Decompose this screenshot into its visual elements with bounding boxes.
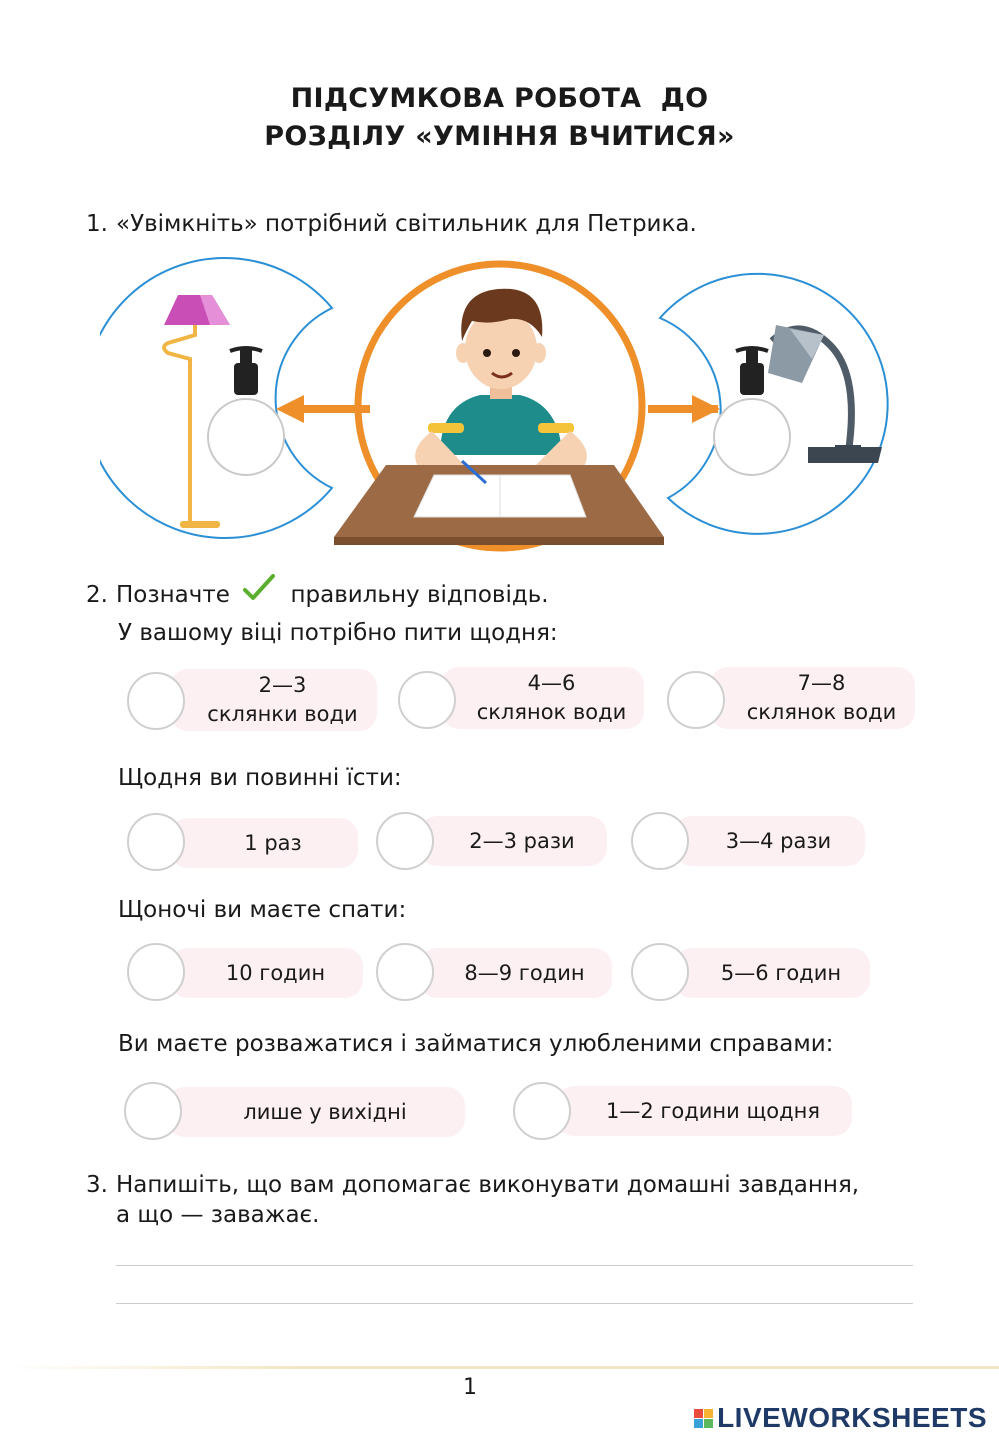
task-3-text-line1: Напишіть, що вам допомагає виконувати домашні завдання, xyxy=(116,1172,860,1198)
question-2-prompt: Щодня ви повинні їсти: xyxy=(118,765,402,791)
task-2-instruction xyxy=(86,574,549,608)
answer-checkbox-q3-opt3[interactable] xyxy=(631,943,689,1001)
answer-option-q3-opt2 xyxy=(419,948,612,998)
question-1-prompt: У вашому віці потрібно пити щодня: xyxy=(118,620,558,646)
answer-option-q4-opt2 xyxy=(556,1086,852,1136)
question-4-prompt: Ви маєте розважатися і займатися улюбленими справами: xyxy=(118,1031,834,1057)
page-title xyxy=(0,80,999,156)
answer-checkbox-q1-opt1[interactable] xyxy=(127,672,185,730)
liveworksheets-mark-icon xyxy=(694,1409,713,1428)
page-number: 1 xyxy=(463,1375,477,1400)
option-label: 3—4 рази xyxy=(725,828,832,853)
question-3-prompt: Щоночі ви маєте спати: xyxy=(118,897,407,923)
option-label-line2: склянки води xyxy=(207,702,358,726)
task-1-instruction xyxy=(86,211,697,237)
answer-writing-line-2[interactable] xyxy=(116,1303,913,1304)
answer-checkbox-q2-opt3[interactable] xyxy=(631,812,689,870)
answer-option-q2-opt2 xyxy=(419,816,607,866)
answer-option-q2-opt3 xyxy=(674,816,865,866)
option-label: 8—9 годин xyxy=(464,960,585,985)
title-line-2: РОЗДІЛУ «УМІННЯ ВЧИТИСЯ» xyxy=(264,121,735,152)
answer-option-q1-opt3 xyxy=(710,667,915,729)
lamp-illustration xyxy=(100,255,900,555)
task-1-text: «Увімкніть» потрібний світильник для Петрика. xyxy=(116,211,697,237)
option-label: 1 раз xyxy=(244,830,302,855)
option-label-line1: 2—3 xyxy=(258,673,307,697)
answer-checkbox-q1-opt2[interactable] xyxy=(398,671,456,729)
option-label: 1—2 години щодня xyxy=(605,1098,820,1123)
checkmark-icon xyxy=(241,574,277,604)
answer-option-q1-opt2 xyxy=(441,667,644,729)
answer-checkbox-q3-opt1[interactable] xyxy=(127,943,185,1001)
task-3-instruction xyxy=(86,1172,916,1228)
title-line-1: ПІДСУМКОВА РОБОТА ДО xyxy=(290,83,709,114)
answer-checkbox-q2-opt2[interactable] xyxy=(376,812,434,870)
option-label: 5—6 годин xyxy=(720,960,842,985)
answer-checkbox-q2-opt1[interactable] xyxy=(127,813,185,871)
task-2-number: 2. xyxy=(86,582,108,608)
option-label: лише у вихідні xyxy=(243,1099,407,1124)
option-label-line2: склянок води xyxy=(476,700,627,724)
option-label-line2: склянок води xyxy=(746,700,897,724)
task-3-text-line2: а що — заважає. xyxy=(116,1202,320,1228)
task-3-number: 3. xyxy=(86,1172,108,1198)
answer-option-q4-opt1 xyxy=(167,1087,465,1137)
option-label-line1: 7—8 xyxy=(797,671,846,695)
arrow-right-icon xyxy=(648,395,720,423)
task-1-number: 1. xyxy=(86,211,108,237)
footer-divider xyxy=(0,1366,999,1369)
answer-checkbox-q3-opt2[interactable] xyxy=(376,943,434,1001)
answer-option-q2-opt1 xyxy=(170,818,358,868)
answer-option-q1-opt1 xyxy=(170,669,377,731)
liveworksheets-logo xyxy=(694,1402,987,1434)
brand-name: LIVEWORKSHEETS xyxy=(717,1402,987,1433)
task-2-text-before: Позначте xyxy=(116,582,230,608)
option-label: 10 годин xyxy=(225,960,326,985)
task-2-text-after: правильну відповідь. xyxy=(290,582,549,608)
answer-checkbox-q1-opt3[interactable] xyxy=(667,671,725,729)
answer-checkbox-q4-opt2[interactable] xyxy=(513,1082,571,1140)
option-label: 2—3 рази xyxy=(469,828,575,853)
option-label-line1: 4—6 xyxy=(527,671,576,695)
answer-option-q3-opt3 xyxy=(674,948,870,998)
desk-illustration xyxy=(334,461,664,545)
answer-option-q3-opt1 xyxy=(170,948,363,998)
answer-writing-line-1[interactable] xyxy=(116,1265,913,1266)
left-lamp-zone[interactable] xyxy=(100,258,332,538)
answer-checkbox-q4-opt1[interactable] xyxy=(124,1082,182,1140)
